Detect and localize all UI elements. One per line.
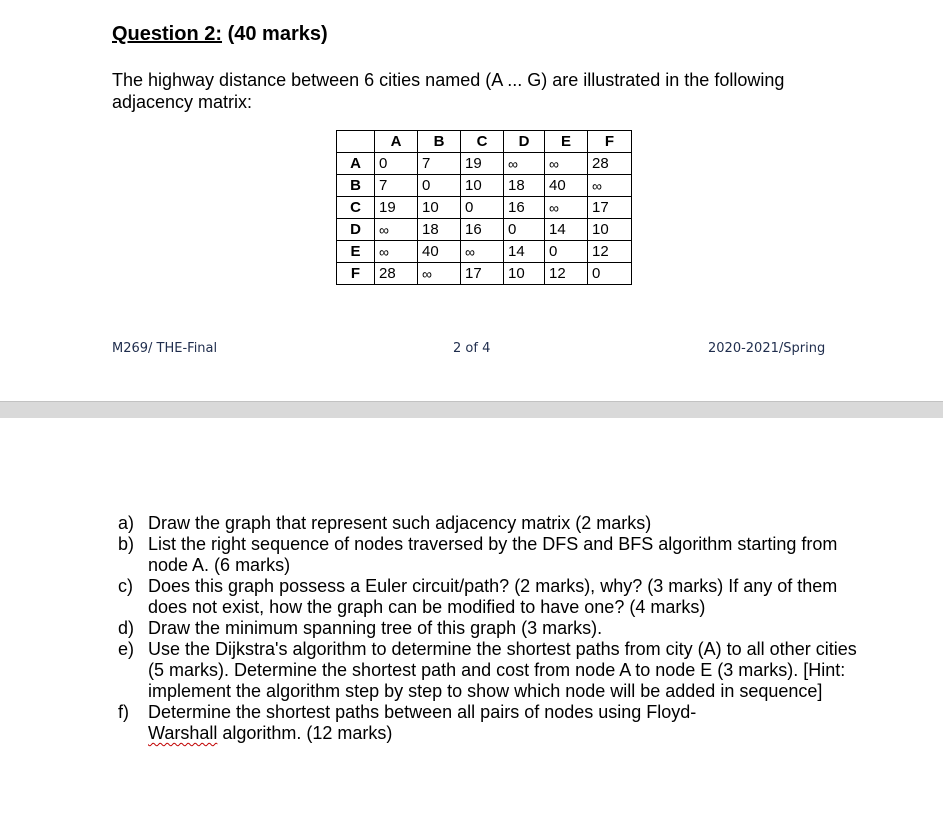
matrix-cell: ∞ bbox=[375, 241, 418, 263]
matrix-cell: 17 bbox=[588, 197, 632, 219]
page-separator bbox=[0, 401, 943, 402]
matrix-cell: 10 bbox=[461, 175, 504, 197]
matrix-cell: 0 bbox=[418, 175, 461, 197]
matrix-row bbox=[337, 241, 632, 263]
matrix-cell: 14 bbox=[504, 241, 545, 263]
list-item bbox=[118, 513, 858, 534]
matrix-cell: 18 bbox=[418, 219, 461, 241]
matrix-row bbox=[337, 263, 632, 285]
spellcheck-flagged-word[interactable]: Warshall bbox=[148, 723, 218, 743]
matrix-row-header: F bbox=[337, 263, 375, 285]
matrix-header-row bbox=[337, 131, 632, 153]
matrix-row-header: B bbox=[337, 175, 375, 197]
list-marker: d) bbox=[118, 618, 135, 638]
list-marker: a) bbox=[118, 513, 135, 533]
matrix-cell: 28 bbox=[375, 263, 418, 285]
matrix-cell: 7 bbox=[418, 153, 461, 175]
matrix-cell: ∞ bbox=[545, 197, 588, 219]
matrix-cell: 7 bbox=[375, 175, 418, 197]
matrix-column-header: F bbox=[588, 131, 632, 153]
matrix-cell: 28 bbox=[588, 153, 632, 175]
matrix-cell: 40 bbox=[418, 241, 461, 263]
matrix-column-header: B bbox=[418, 131, 461, 153]
matrix-row-header: C bbox=[337, 197, 375, 219]
matrix-cell: 18 bbox=[504, 175, 545, 197]
list-marker: e) bbox=[118, 639, 135, 659]
matrix-cell: 0 bbox=[461, 197, 504, 219]
list-marker: f) bbox=[118, 702, 129, 722]
question-title bbox=[112, 23, 328, 46]
matrix-column-header: D bbox=[504, 131, 545, 153]
question-marks: (40 marks) bbox=[227, 23, 328, 45]
footer-page-number: 2 of 4 bbox=[453, 341, 491, 356]
list-item-text: Determine the shortest paths between all pairs of nodes using Floyd- bbox=[148, 702, 697, 722]
list-marker: b) bbox=[118, 534, 135, 554]
question-parts-list bbox=[118, 513, 858, 744]
matrix-row bbox=[337, 197, 632, 219]
question-intro: The highway distance between 6 cities named (A ... G) are illustrated in the following adjacency matrix: bbox=[112, 70, 785, 112]
list-item-text: Draw the minimum spanning tree of this graph (3 marks). bbox=[148, 618, 603, 638]
adjacency-matrix bbox=[336, 130, 632, 285]
list-marker: c) bbox=[118, 576, 133, 596]
matrix-row bbox=[337, 175, 632, 197]
footer-term: 2020-2021/Spring bbox=[708, 341, 826, 356]
matrix-row bbox=[337, 219, 632, 241]
matrix-cell: 0 bbox=[588, 263, 632, 285]
matrix-cell: ∞ bbox=[545, 153, 588, 175]
matrix-cell: ∞ bbox=[375, 219, 418, 241]
list-item-text-continued: algorithm. (12 marks) bbox=[217, 723, 393, 743]
matrix-cell: ∞ bbox=[418, 263, 461, 285]
matrix-cell: ∞ bbox=[504, 153, 545, 175]
matrix-cell: 14 bbox=[545, 219, 588, 241]
matrix-row-header: D bbox=[337, 219, 375, 241]
footer-course: M269/ THE-Final bbox=[112, 341, 218, 356]
list-item-text: List the right sequence of nodes traversed by the DFS and BFS algorithm starting from node A. (6 marks) bbox=[148, 534, 838, 575]
list-item bbox=[118, 576, 858, 618]
matrix-column-header: C bbox=[461, 131, 504, 153]
matrix-cell: 0 bbox=[545, 241, 588, 263]
matrix-cell: ∞ bbox=[461, 241, 504, 263]
question-label: Question 2: bbox=[112, 23, 223, 45]
matrix-cell: 17 bbox=[461, 263, 504, 285]
list-item bbox=[118, 534, 858, 576]
matrix-column-header: E bbox=[545, 131, 588, 153]
list-item bbox=[118, 639, 858, 702]
matrix-row-header: E bbox=[337, 241, 375, 263]
matrix-cell: 0 bbox=[504, 219, 545, 241]
matrix-cell: 10 bbox=[504, 263, 545, 285]
matrix-column-header: A bbox=[375, 131, 418, 153]
matrix-cell: 19 bbox=[375, 197, 418, 219]
matrix-cell: 40 bbox=[545, 175, 588, 197]
matrix-cell: 19 bbox=[461, 153, 504, 175]
list-item-text: Use the Dijkstra's algorithm to determine the shortest paths from city (A) to all other cities (5 marks). Determine the shortest path and cost from node A to node E (3 marks). [Hint: implement the algorithm step by step to show which node will be added in sequence] bbox=[148, 639, 857, 701]
matrix-cell: 10 bbox=[588, 219, 632, 241]
list-item bbox=[118, 618, 858, 639]
matrix-cell: 0 bbox=[375, 153, 418, 175]
matrix-cell: 16 bbox=[461, 219, 504, 241]
matrix-cell: 12 bbox=[588, 241, 632, 263]
matrix-row-header: A bbox=[337, 153, 375, 175]
matrix-cell: ∞ bbox=[588, 175, 632, 197]
matrix-cell: 16 bbox=[504, 197, 545, 219]
list-item bbox=[118, 702, 858, 744]
matrix-row bbox=[337, 153, 632, 175]
list-item-text: Draw the graph that represent such adjacency matrix (2 marks) bbox=[148, 513, 652, 533]
matrix-cell: 12 bbox=[545, 263, 588, 285]
matrix-cell: 10 bbox=[418, 197, 461, 219]
matrix-corner-cell bbox=[337, 131, 375, 153]
list-item-text: Does this graph possess a Euler circuit/path? (2 marks), why? (3 marks) If any of them does not exist, how the graph can be modified to have one? (4 marks) bbox=[148, 576, 838, 617]
